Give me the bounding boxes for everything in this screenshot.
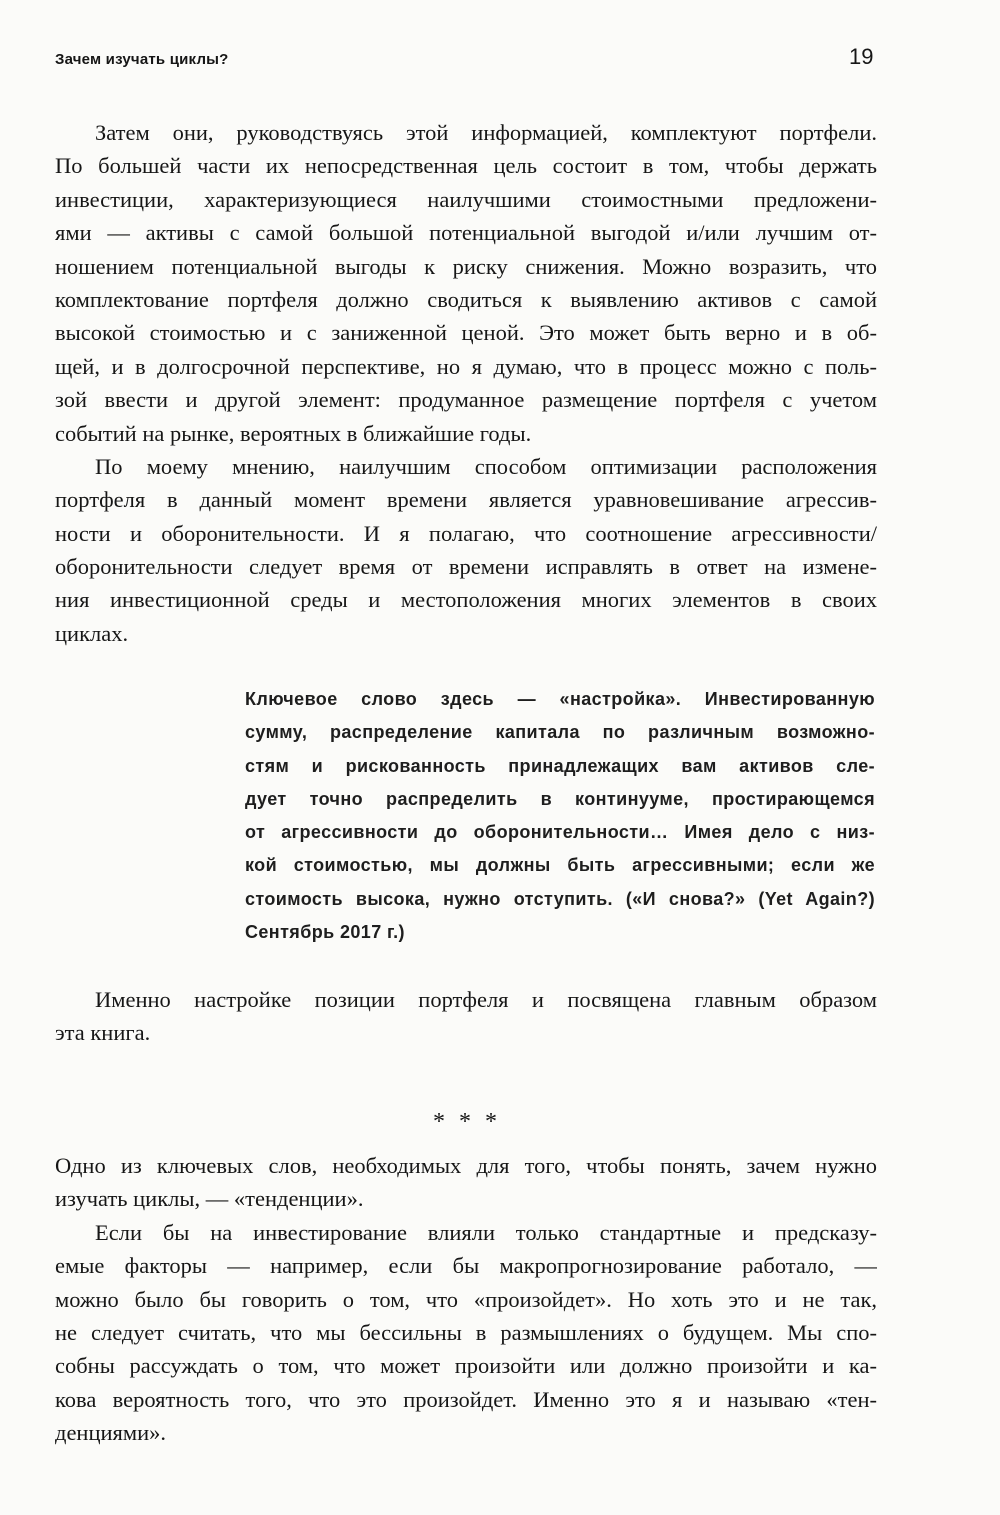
text-line: По моему мнению, наилучшим способом оптимизации расположения [95,453,877,479]
quote-line: кой стоимостью, мы должны быть агрессивными; если же [245,855,875,876]
paragraph [55,116,877,450]
text-line: ями — активы с самой большой потенциальной выгодой и/или лучшим от- [55,220,877,246]
text-line: Именно настройке позиции портфеля и посвящена главным образом [95,987,877,1012]
text-line: По большей части их непосредственная цель состоит в том, чтобы держать [55,153,877,179]
quote-line: сумму, распределение капитала по различным возможно- [245,722,875,743]
text-line: ния инвестиционной среды и местоположения многих элементов в своих [55,587,877,613]
text-line: не следует считать, что мы бессильны в размышлениях о будущем. Мы спо- [55,1319,877,1345]
body-text-block-bottom [55,1149,877,1450]
paragraph [55,1216,877,1450]
text-line: денциями». [55,1420,167,1446]
text-line: эта книга. [55,1020,151,1046]
paragraph [55,1149,877,1216]
quote-line: от агрессивности до оборонительности… Имея дело с низ- [245,822,875,843]
text-line: собны рассуждать о том, что может произойти или должно произойти и ка- [55,1353,877,1379]
quote-line: дует точно распределить в континууме, простирающемся [245,788,875,809]
section-separator: * * * [433,1109,499,1135]
paragraph [55,983,877,1050]
text-line: щей, и в долгосрочной перспективе, но я думаю, что в процесс можно с поль- [55,353,877,379]
text-line: ности и оборонительности. И я полагаю, что соотношение агрессивности/ [55,520,877,546]
page-number: 19 [849,44,874,69]
quote-line: стоимость высока, нужно отступить. («И снова?» (Yet Again?) [245,888,875,909]
text-line: Если бы на инвестирование влияли только стандартные и предсказу- [95,1219,877,1245]
quote-line: стям и рискованность принадлежащих вам активов сле- [245,755,875,776]
text-line: оборонительности следует время от времени исправлять в ответ на измене- [55,554,877,580]
quote-line: Ключевое слово здесь — «настройка». Инвестированную [245,689,875,709]
text-line: Одно из ключевых слов, необходимых для того, чтобы понять, зачем нужно [55,1153,877,1178]
text-line: изучать циклы, — «тенденции». [55,1186,364,1212]
text-line: портфеля в данный момент времени является уравновешивание агрессив- [55,487,877,513]
text-line: ношением потенциальной выгоды к риску снижения. Можно возразить, что [55,253,877,279]
text-line: событий на рынке, вероятных в ближайшие годы. [55,420,532,446]
quote-line: Сентябрь 2017 г.) [245,922,405,943]
text-line: можно было бы говорить о том, что «произойдет». Но хоть это и не так, [55,1286,877,1312]
text-line: циклах. [55,620,129,646]
text-line: высокой стоимостью и с заниженной ценой. Это может быть верно и в об- [55,320,877,346]
text-line: инвестиции, характеризующиеся наилучшими стоимостными предложени- [55,186,877,212]
text-line: емые факторы — например, если бы макропрогнозирование работало, — [55,1253,877,1279]
body-text-block-top [55,116,877,650]
text-line: Затем они, руководствуясь этой информацией, комплектуют портфели. [95,120,877,145]
running-header-title: Зачем изучать циклы? [55,51,229,68]
text-line: комплектование портфеля должно сводиться к выявлению активов с самой [55,286,877,312]
block-quote [245,683,875,949]
paragraph [55,450,877,650]
text-line: зой ввести и другой элемент: продуманное размещение портфеля с учетом [55,387,877,413]
text-line: кова вероятность того, что это произойдет. Именно это я и называю «тен- [55,1386,877,1412]
